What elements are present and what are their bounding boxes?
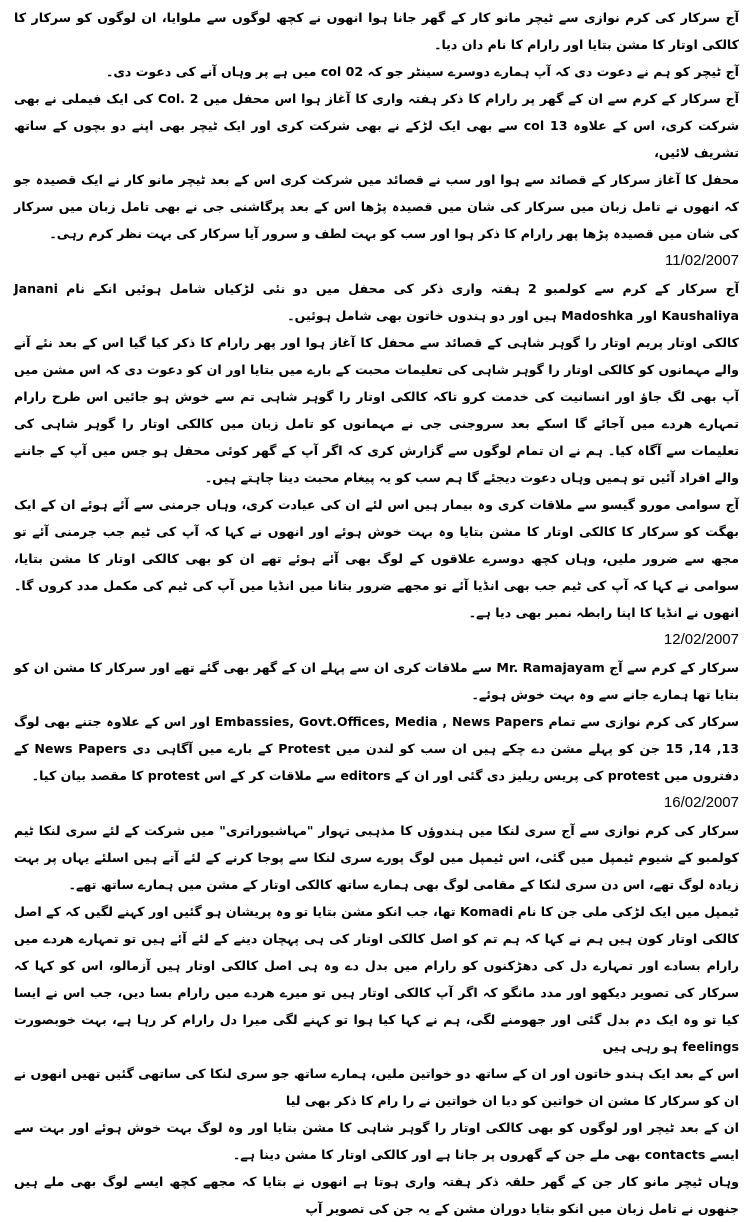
paragraph-colombo-2: آج سرکار کے کرم سے کولمبو 2 ہفتہ واری ذکر کی محفل میں دو نئی لڑکیاں شامل ہوئیں انکے نام Janani Kaushaliya اور Madoshka ہیں اور دو ہندوں خاتون بھی شامل ہوئیں۔ — [14, 281, 739, 323]
paragraph-mehfil-qasaid: محفل کا آغاز سرکار کے قصائد سے ہوا اور سب نے قصائد میں شرکت کری اس کے بعد ٹیچر مانو کار نے ایک قصیدہ جو کہ انھوں نے تامل زبان میں سرکار کی شان میں قصیدہ پڑھا اس کے بعد پرگاشنی جی نے بھی تامل زبان میں سرکار کی شان میں قصیدہ پڑھا پھر رارام کا ذکر ہوا اور سب کو بہت لطف و سرور آیا سرکار کی بہت نظر کرم رہی۔ — [14, 172, 739, 241]
date-heading-2: 12/02/2007 — [663, 631, 739, 648]
paragraph-hindu-women: اس کے بعد ایک ہندو خاتون اور ان کے ساتھ دو خواتین ملیں، ہمارے ساتھ جو سری لنکا کی ساتھی گئیں تھیں انھوں نے ان کو سرکار کا مشن ان خواتین کو دیا ان خواتین نے را رام کا ذکر بھی لیا — [14, 1066, 739, 1108]
paragraph-teacher-manokar: وہاں ٹیچر مانو کار جن کے گھر حلقہ ذکر ہفتہ واری ہوتا ہے انھوں نے بتایا کہ مجھے کچھ ایسے لوگ بھی ملے ہیں جنھوں نے تامل زبان میں انکو بتایا دوران مشن کے یہ جن کی تصویر آپ — [14, 1174, 739, 1216]
paragraph-contacts: ان کے بعد ٹیچر اور لوگوں کو بھی کالکی اوتار را گوہر شاہی کا مشن بتایا اور وہ لوگ بہت خوش ہوئے اور بہت سے ایسے contacts بھی ملے جن کے گھروں پر جانا ہے اور کالکی اوتار کا مشن دینا ہے۔ — [14, 1120, 739, 1162]
paragraph-protest: سرکار کی کرم نوازی سے تمام Embassies, Govt.Offices, Media , News Papers اور اس کے علاوہ جتنے بھی لوگ 13, 14, 15 جن کو پہلے مشن دے چکے ہیں ان سب کو لندن میں Protest کے بارے میں آگاہی دی News Papers کے دفتروں میں protest کی پریس ریلیز دی گئی اور ان کے editors سے ملاقات کر کے اس protest کا مقصد بیان کیا۔ — [14, 714, 740, 783]
paragraph-komadi: ٹیمپل میں ایک لڑکی ملی جن کا نام Komadi تھا، جب انکو مشن بتایا تو وہ پریشان ہو گئیں اور کہنے لگیں کہ کے اصل کالکی اوتار کون ہیں ہم نے کہا کہ ہم تم کو اصل کالکی اوتار کی ہی پہچان دینے کے لئے آئے ہیں تو تمہارے ھردے میں رارام بسادے اور تمہارے دل کی دھڑکنوں کو رارام میں بدل دے وہ ہی اصل کالکی اوتار ہیں آزمالو، اس کو کہا کہ سرکار کی تصویر دیکھو اور مدد مانگو کہ اگر آپ کالکی اوتار ہیں تو میرے ھردے میں رارام بسا دیں، جب اس نے ایسا کیا تو وہ ایک دم بدل گئی اور جھومنے لگی، ہم نے کہا کیا ہوا تو کہنے لگی میرا دل رارام کر رہا ہے، بہت خوبصورت feelings ہو رہی ہیں — [14, 904, 739, 1054]
paragraph-invitation: آج ٹیچر کو ہم نے دعوت دی کہ آپ ہمارے دوسرے سینٹر جو کہ 02 col میں ہے پر وہاں آنے کی دعوت دی۔ — [105, 64, 739, 79]
paragraph-shivaratri: سرکار کی کرم نوازی سے آج سری لنکا میں ہندوؤں کا مذہبی تہوار "مہاشیوراتری" میں شرکت کے لئے سری لنکا ٹیم کولمبو کے شیوم ٹیمپل میں گئی، اس ٹیمپل میں لوگ پورے سری لنکا سے پوجا کرنے کے لئے آتے ہیں اسلئے یہاں پر بہت زیادہ لوگ تھے، اس دن سری لنکا کے مقامی لوگ بھی ہمارے ساتھ کالکی اوتار کے مشن میں ہمارے ساتھ تھے۔ — [14, 823, 739, 892]
paragraph-swami-visit: آج سوامی مورو گیسو سے ملاقات کری وہ بیمار ہیں اس لئے ان کی عیادت کری، وہاں جرمنی سے آئے ہوئے ان کے ایک بھگت کو سرکار کا کالکی اوتار کا مشن بتایا وہ بہت خوش ہوئے اور انھوں نے کہا کہ آپ کی ٹیم جب جرمنی آئے تو مجھ سے ضرور ملیں، وہاں کچھ دوسرے علاقوں کے لوگ بھی آئے ہوئے تھے ان کو بھی کالکی اوتار کا مشن بتایا، سوامی نے کہا کہ آپ کی ٹیم جب بھی انڈیا آئے تو مجھے ضرور بتانا میں انڈیا میں آپ کی ٹیم کی مکمل مدد کروں گا۔ انھوں نے انڈیا کا اپنا رابطہ نمبر بھی دیا ہے۔ — [14, 497, 739, 620]
paragraph-teacher-visit: آج سرکار کی کرم نوازی سے ٹیچر مانو کار کے گھر جانا ہوا انھوں نے کچھ لوگوں سے ملوایا، ان لوگوں کو سرکار کا کالکی اوتار کا مشن بتایا اور رارام کا نام دان دیا۔ — [14, 10, 739, 52]
paragraph-weekly-zikr-start: آج سرکار کے کرم سے ان کے گھر پر رارام کا ذکر ہفتہ واری کا آغاز ہوا اس محفل میں Col. 2 کی ایک فیملی نے بھی شرکت کری، اس کے علاوہ col 13 سے بھی ایک لڑکے نے بھی شرکت کری اور ایک ٹیچر بھی اپنے دو بچوں کے ساتھ تشریف لائیں، — [14, 91, 739, 160]
paragraph-kalki-teachings: کالکی اوتار پریم اوتار را گوہر شاہی کے قصائد سے محفل کا آغاز ہوا اور پھر رارام کا ذکر کیا گیا اس کے بعد نئے آنے والے مہمانوں کو کالکی اوتار را گوہر شاہی کی تعلیمات محبت کے بارے میں بتایا اور ان کو دعوت دی کہ اس مشن میں آپ بھی لگ جاؤ اور انسانیت کی خدمت کرو تاکہ کالکی اوتار را گوہر شاہی تم سے خوش ہو جائیں اس طرح رارام تمہارے ھردے میں آجائے گا اسکے بعد سروجنی جی نے مہمانوں کو تامل زبان میں کالکی اوتار را گوہر شاہی کی تعلیمات سے آگاہ کیا۔ ہم نے ان تمام لوگوں سے گزارش کری کہ اگر آپ کے گھر کوئی محفل ہو جس میں آپ کے جاننے والے افراد آئیں تو ہمیں وہاں دعوت دیجئے گا ہم سب کو یہ پیغام محبت دینا چاہتے ہیں۔ — [14, 335, 739, 485]
date-heading-1: 11/02/2007 — [665, 252, 739, 269]
paragraph-ramajayam: سرکار کے کرم سے آج Mr. Ramajayam سے ملاقات کری ان سے پہلے ان کے گھر بھی گئے تھے اور سرکار کا مشن ان کو بتایا تھا ہمارے جانے سے وہ بہت خوش ہوئے۔ — [14, 660, 739, 702]
date-heading-3: 16/02/2007 — [663, 794, 739, 811]
